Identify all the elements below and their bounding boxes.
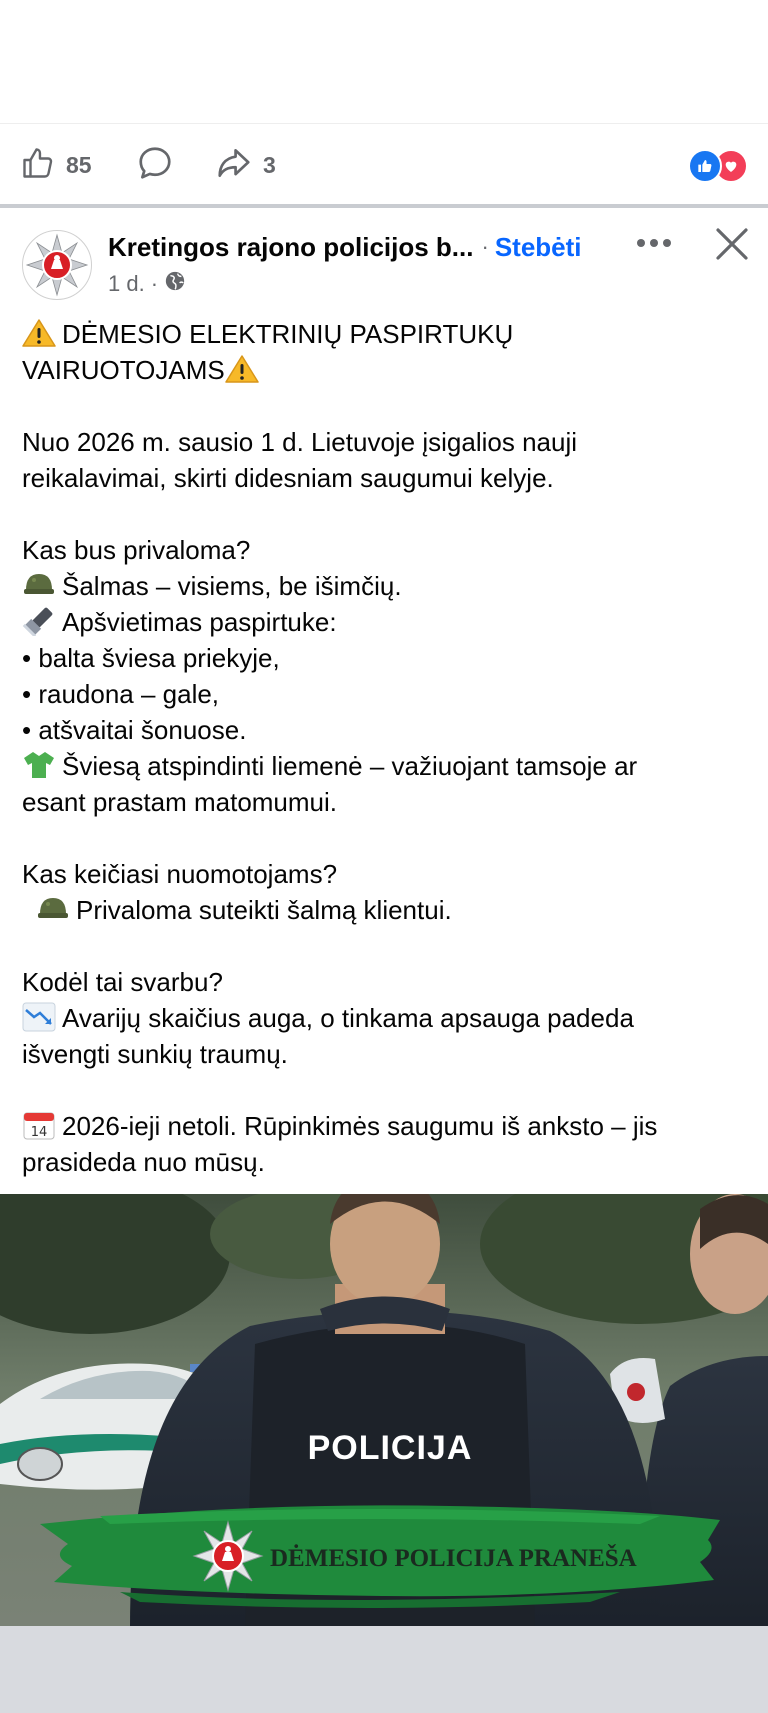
post-text-line xyxy=(22,1108,752,1144)
calendar-icon xyxy=(22,1111,62,1141)
post-text-content: Šalmas – visiems, be išimčių. xyxy=(62,571,402,601)
post-text-line xyxy=(22,1144,752,1180)
post-text-line xyxy=(22,784,752,820)
police-star-logo xyxy=(23,231,91,299)
post-body-text xyxy=(22,316,752,1180)
feed-bottom-gap xyxy=(0,1626,768,1713)
post-text-content: • balta šviesa priekyje, xyxy=(22,643,280,673)
post-text-line xyxy=(22,676,752,712)
post-text-line xyxy=(22,316,752,352)
paragraph-gap xyxy=(22,1072,752,1108)
post-text-line xyxy=(22,424,752,460)
post-text-content: Kas keičiasi nuomotojams? xyxy=(22,859,338,889)
post-text-line xyxy=(22,532,752,568)
dot-separator: · xyxy=(481,234,489,259)
comment-button[interactable] xyxy=(136,146,174,184)
chart-down-icon xyxy=(22,1003,62,1033)
vest-text: POLICIJA xyxy=(307,1429,473,1467)
meta-separator: · xyxy=(150,271,159,296)
shirt-icon xyxy=(22,751,62,781)
post-text-line xyxy=(22,892,752,928)
post-text-line xyxy=(22,748,752,784)
post-text-content: VAIRUOTOJAMS xyxy=(22,355,225,385)
post-text-content: 2026-ieji netoli. Rūpinkimės saugumu iš anksto – jis xyxy=(62,1111,658,1141)
post-text-content: Apšvietimas paspirtuke: xyxy=(62,607,337,637)
post-text-content: Kas bus privaloma? xyxy=(22,535,251,565)
post-text-content: DĖMESIO ELEKTRINIŲ PASPIRTUKŲ xyxy=(62,319,514,349)
post-text-line xyxy=(22,568,752,604)
helmet-icon xyxy=(22,571,62,601)
reaction-summary[interactable] xyxy=(688,149,748,181)
post-meta xyxy=(108,270,186,298)
share-arrow-icon xyxy=(215,144,253,187)
post-text-content: išvengti sunkių traumų. xyxy=(22,1039,288,1069)
post-image[interactable] xyxy=(0,1194,768,1626)
post-text-line xyxy=(22,460,752,496)
share-count: 3 xyxy=(263,151,276,178)
previous-post-action-bar xyxy=(0,124,768,206)
share-button[interactable] xyxy=(215,146,276,184)
helmet-icon xyxy=(36,895,76,925)
paragraph-gap xyxy=(22,820,752,856)
post-text-content: • atšvaitai šonuose. xyxy=(22,715,247,745)
warning-icon xyxy=(225,355,265,385)
post-text-content: prasideda nuo mūsų. xyxy=(22,1147,265,1177)
flashlight-icon xyxy=(22,607,62,637)
like-count: 85 xyxy=(66,151,92,178)
post-text-line xyxy=(22,1000,752,1036)
paragraph-gap xyxy=(22,928,752,964)
paragraph-gap xyxy=(22,388,752,424)
top-blank-area xyxy=(0,0,768,124)
globe-icon xyxy=(164,270,186,298)
police-badge-icon xyxy=(194,1522,262,1590)
post-text-content: esant prastam matomumui. xyxy=(22,787,338,817)
post-text-content: Šviesą atspindinti liemenė – važiuojant tamsoje ar xyxy=(62,751,638,781)
post-text-line xyxy=(22,1036,752,1072)
post-text-content: reikalavimai, skirti didesniam saugumui kelyje. xyxy=(22,463,554,493)
post-text-line xyxy=(22,856,752,892)
post-text-line xyxy=(22,712,752,748)
close-icon xyxy=(715,227,749,266)
post-text-line xyxy=(22,604,752,640)
post-text-content: Nuo 2026 m. sausio 1 d. Lietuvoje įsigalios nauji xyxy=(22,427,578,457)
post-text-content: Kodėl tai svarbu? xyxy=(22,967,223,997)
post-header xyxy=(0,208,768,308)
police-officers-photo xyxy=(0,1194,768,1626)
warning-icon xyxy=(22,319,62,349)
more-dots-icon xyxy=(636,235,672,253)
post-text-line xyxy=(22,640,752,676)
author-line xyxy=(108,230,582,264)
post-text-content: Avarijų skaičius auga, o tinkama apsauga padeda xyxy=(62,1003,634,1033)
follow-button[interactable]: Stebėti xyxy=(494,231,582,262)
page-name[interactable]: Kretingos rajono policijos b... xyxy=(108,231,474,262)
page-avatar[interactable] xyxy=(22,230,92,300)
post-time[interactable]: 1 d. xyxy=(108,271,145,296)
svg-text:14: 14 xyxy=(30,1125,48,1140)
post-text-content: Privaloma suteikti šalmą klientui. xyxy=(76,895,452,925)
more-options-button[interactable] xyxy=(630,224,678,264)
post-text-line xyxy=(22,964,752,1000)
like-reaction-icon xyxy=(688,149,722,183)
close-post-button[interactable] xyxy=(710,224,754,268)
like-button[interactable] xyxy=(20,146,92,184)
post-text-line xyxy=(22,352,752,388)
banner-text: DĖMESIO POLICIJA PRANEŠA xyxy=(270,1545,637,1572)
post-text-content: • raudona – gale, xyxy=(22,679,220,709)
comment-icon xyxy=(136,144,174,187)
paragraph-gap xyxy=(22,496,752,532)
thumbs-up-icon xyxy=(20,145,56,186)
